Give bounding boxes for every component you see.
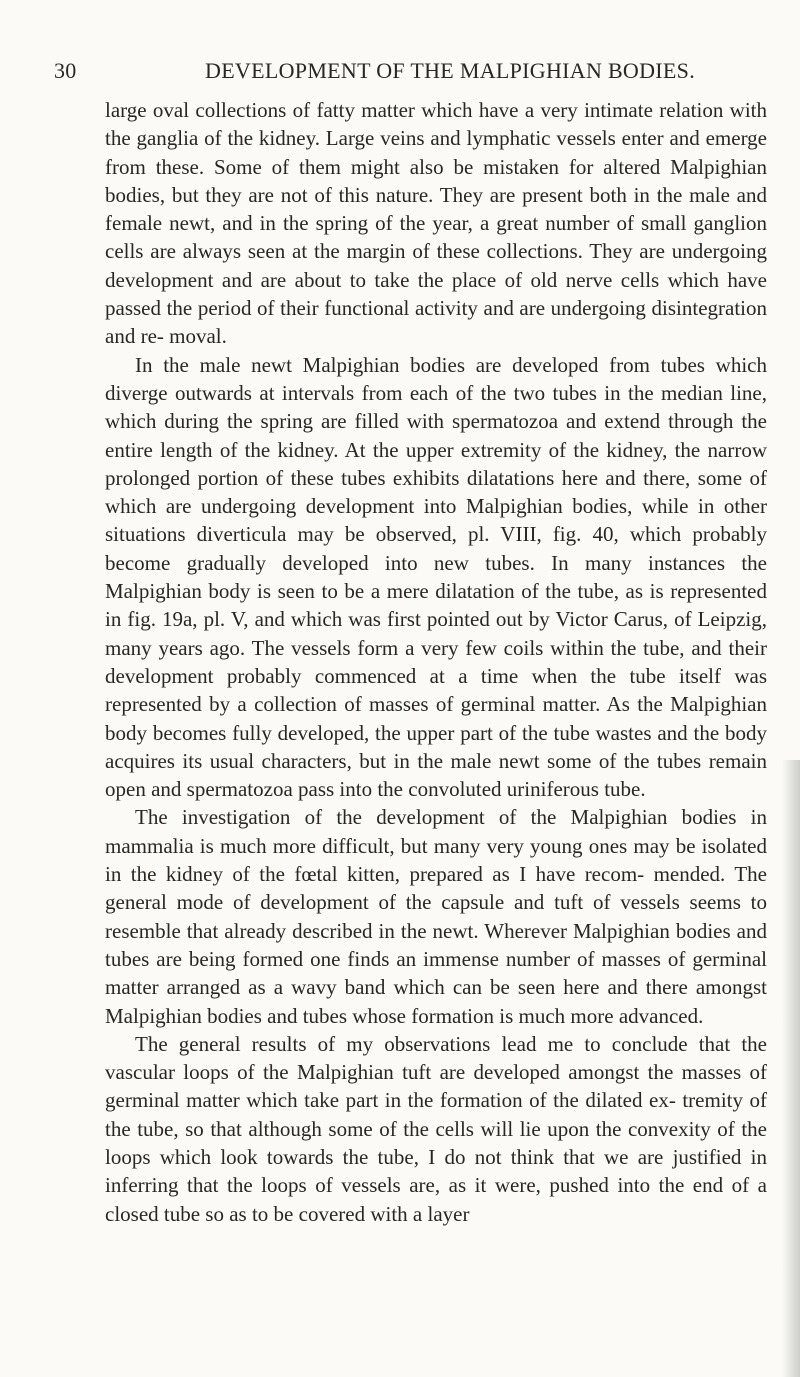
running-header [54, 58, 774, 88]
page-number: 30 [54, 58, 77, 83]
paragraph: The general results of my observations lead me to conclude that the vascular loops of the Malpighian tuft are developed amongst the masses of germinal matter which take part in the formation of the dilated ex- tremity of the tube, so that although some of the cells will lie upon the convexity of the loops which look towards the tube, I do not think that we are justified in inferring that the loops of vessels are, as it were, pushed into the end of a closed tube so as to be covered with a layer [105, 1031, 767, 1226]
paragraph: large oval collections of fatty matter which have a very intimate relation with the ganglia of the kidney. Large veins and lymphatic vessels enter and emerge from these. Some of them might also be mistaken for altered Malpighian bodies, but they are not of this nature. They are present both in the male and female newt, and in the spring of the year, a great number of small ganglion cells are always seen at the margin of these collections. They are undergoing development and are about to take the place of old nerve cells which have passed the period of their functional activity and are undergoing disintegration and re- moval. [105, 98, 767, 349]
paragraph: In the male newt Malpighian bodies are developed from tubes which diverge outwards at intervals from each of the two tubes in the median line, which during the spring are filled with spermatozoa and extend through the entire length of the kidney. At the upper extremity of the kidney, the narrow prolonged portion of these tubes exhibits dilatations here and there, some of which are undergoing development into Malpighian bodies, while in other situations diverticula may be observed, pl. VIII, fig. 40, which probably become gradually developed into new tubes. In many instances the Malpighian body is seen to be a mere dilatation of the tube, as is represented in fig. 19a, pl. V, and which was first pointed out by Victor Carus, of Leipzig, many years ago. The vessels form a very few coils within the tube, and their development probably commenced at a time when the tube itself was represented by a collection of masses of germinal matter. As the Malpighian body becomes fully developed, the upper part of the tube wastes and the body acquires its usual characters, but in the male newt some of the tubes remain open and spermatozoa pass into the convoluted uriniferous tube. [105, 352, 767, 802]
running-title: DEVELOPMENT OF THE MALPIGHIAN BODIES. [205, 58, 696, 83]
page-edge-shadow [782, 760, 800, 1377]
body-text [105, 96, 767, 1228]
paragraph: The investigation of the development of the Malpighian bodies in mammalia is much more difficult, but many very young ones may be isolated in the kidney of the fœtal kitten, prepared as I have recom- mended. The general mode of development of the capsule and tuft of vessels seems to resemble that already described in the newt. Wherever Malpighian bodies and tubes are being formed one finds an immense number of masses of germinal matter arranged as a wavy band which can be seen here and there amongst Malpighian bodies and tubes whose formation is much more advanced. [105, 805, 767, 1028]
